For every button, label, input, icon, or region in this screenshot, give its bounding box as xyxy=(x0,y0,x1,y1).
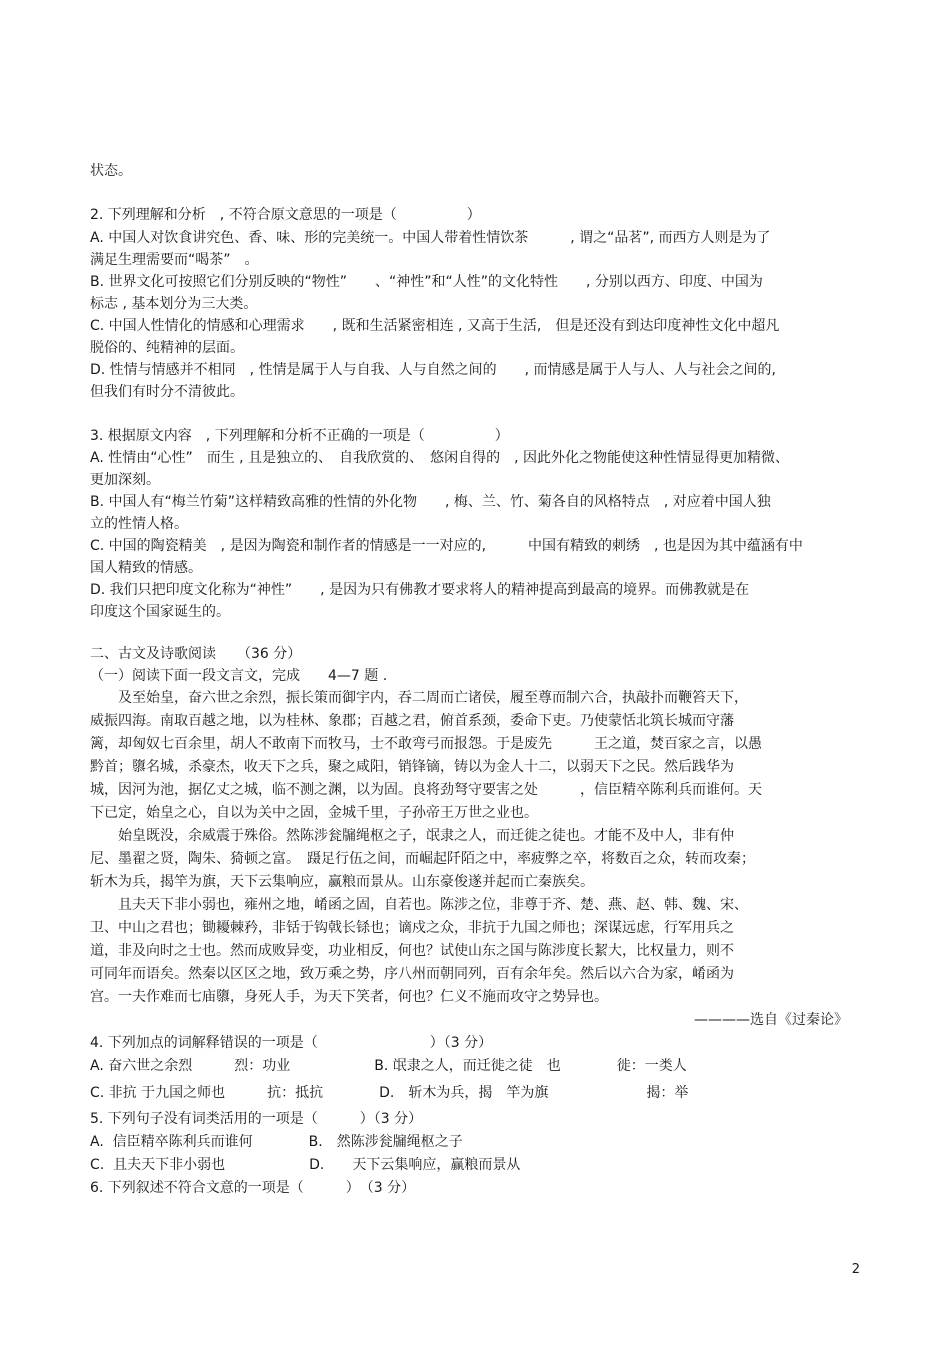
question-2-option-b: B. 世界文化可按照它们分别反映的“物性” 、“神性”和“人性”的文化特性 , 分别以西方、印度、中国为 xyxy=(90,274,763,290)
passage-line: 城，因河为池，据亿丈之城，临不测之渊，以为固。良将劲弩守要害之处 ，信臣精卒陈利兵而谁何。天 xyxy=(90,782,762,798)
question-2-option-d: D. 性情与情感并不相同 , 性情是属于人与自我、人与自然之间的 , 而情感是属于人与人、人与社会之间的, xyxy=(90,362,776,378)
question-5-stem: 5. 下列句子没有词类活用的一项是（ ）（3 分） xyxy=(90,1111,423,1127)
subsection-instruction: （一）阅读下面一段文言文，完成 4—7 题 . xyxy=(90,668,388,684)
passage-line: 及至始皇，奋六世之余烈，振长策而御宇内，吞二周而亡诸侯，履至尊而制六合，执敲扑而鞭笞天下， xyxy=(90,690,748,706)
passage-line: 黔首；隳名城，杀豪杰，收天下之兵，聚之咸阳，销锋镝，铸以为金人十二，以弱天下之民。然后践华为 xyxy=(90,759,734,775)
text-line: 标志 , 基本划分为三大类。 xyxy=(90,296,258,312)
passage-line: 尼、墨翟之贤，陶朱、猗顿之富。 蹑足行伍之间，而崛起阡陌之中，率疲弊之卒，将数百之众，转而攻秦； xyxy=(90,851,755,867)
text-line: 状态。 xyxy=(90,163,132,179)
text-line: 脱俗的、纯精神的层面。 xyxy=(90,340,244,356)
text-line: 国人精致的情感。 xyxy=(90,560,202,576)
question-3-option-b: B. 中国人有“梅兰竹菊”这样精致高雅的性情的外化物 , 梅、兰、竹、菊各自的风格特点 , 对应着中国人独 xyxy=(90,494,771,510)
passage-line: 始皇既没，余威震于殊俗。然陈涉瓮牖绳枢之子，氓隶之人，而迁徙之徒也。才能不及中人，非有仲 xyxy=(90,828,734,844)
passage-line: 道，非及向时之士也。然而成败异变，功业相反，何也？试使山东之国与陈涉度长絜大，比权量力，则不 xyxy=(90,943,734,959)
question-4-options-ab: A. 奋六世之余烈 烈：功业 B. 氓隶之人，而迁徙之徒 也 徙：一类人 xyxy=(90,1058,687,1074)
section-heading: 二、古文及诗歌阅读 （36 分） xyxy=(90,646,302,662)
text-line: 更加深刻。 xyxy=(90,472,160,488)
text-line: 满足生理需要而“喝茶” 。 xyxy=(90,252,259,268)
question-3-option-d: D. 我们只把印度文化称为“神性” , 是因为只有佛教才要求将人的精神提高到最高的境界。而佛教就是在 xyxy=(90,582,750,598)
passage-line: 下已定，始皇之心，自以为关中之固，金城千里，子孙帝王万世之业也。 xyxy=(90,805,538,821)
question-6-stem: 6. 下列叙述不符合文意的一项是（ ） （3 分） xyxy=(90,1180,416,1196)
question-4-options-cd: C. 非抗 于九国之师也 抗：抵抗 D. 斩木为兵，揭 竿为旗 揭：举 xyxy=(90,1085,689,1101)
text-line: 立的性情人格。 xyxy=(90,516,188,532)
text-line: 印度这个国家诞生的。 xyxy=(90,604,230,620)
question-3-stem: 3. 根据原文内容 , 下列理解和分析不正确的一项是（ ） xyxy=(90,428,509,444)
question-4-stem: 4. 下列加点的词解释错误的一项是（ ）（3 分） xyxy=(90,1035,493,1051)
passage-line: 篱，却匈奴七百余里，胡人不敢南下而牧马，士不敢弯弓而报怨。于是废先 王之道，焚百家之言，以愚 xyxy=(90,736,762,752)
text-line: 但我们有时分不清彼此。 xyxy=(90,384,244,400)
question-3-option-a: A. 性情由“心性” 而生 , 且是独立的、 自我欣赏的、 悠闲自得的 , 因此外化之物能使这种性情显得更加精微、 xyxy=(90,450,789,466)
question-5-options-ab: A. 信臣精卒陈利兵而谁何 B. 然陈涉瓮牖绳枢之子 xyxy=(90,1134,463,1150)
page-number: 2 xyxy=(851,1262,860,1277)
passage-line: 可同年而语矣。然秦以区区之地，致万乘之势，序八州而朝同列，百有余年矣。然后以六合为家，崤函为 xyxy=(90,966,734,982)
question-2-option-c: C. 中国人性情化的情感和心理需求 , 既和生活紧密相连 , 又高于生活, 但是还没有到达印度神性文化中超凡 xyxy=(90,318,780,334)
passage-line: 卫、中山之君也；锄耰棘矜，非铦于钩戟长铩也；谪戍之众，非抗于九国之师也；深谋远虑，行军用兵之 xyxy=(90,920,734,936)
question-5-options-cd: C. 且夫天下非小弱也 D. 天下云集响应，赢粮而景从 xyxy=(90,1157,521,1173)
passage-line: 宫。一夫作难而七庙隳，身死人手，为天下笑者，何也？仁义不施而攻守之势异也。 xyxy=(90,989,608,1005)
passage-source: ————选自《过秦论》 xyxy=(694,1012,848,1028)
passage-line: 斩木为兵，揭竿为旗，天下云集响应，赢粮而景从。山东豪俊遂并起而亡秦族矣。 xyxy=(90,874,594,890)
question-2-option-a: A. 中国人对饮食讲究色、香、味、形的完美统一。中国人带着性情饮茶 , 谓之“品茗”, 而西方人则是为了 xyxy=(90,230,771,246)
passage-line: 威振四海。南取百越之地，以为桂林、象郡；百越之君，俯首系颈，委命下吏。乃使蒙恬北筑长城而守藩 xyxy=(90,713,734,729)
question-2-stem: 2. 下列理解和分析 , 不符合原文意思的一项是（ ） xyxy=(90,207,481,223)
passage-line: 且夫天下非小弱也，雍州之地，崤函之固，自若也。陈涉之位，非尊于齐、楚、燕、赵、韩、魏、宋、 xyxy=(90,897,748,913)
question-3-option-c: C. 中国的陶瓷精美 , 是因为陶瓷和制作者的情感是一一对应的, 中国有精致的刺绣 , 也是因为其中蕴涵有中 xyxy=(90,538,803,554)
